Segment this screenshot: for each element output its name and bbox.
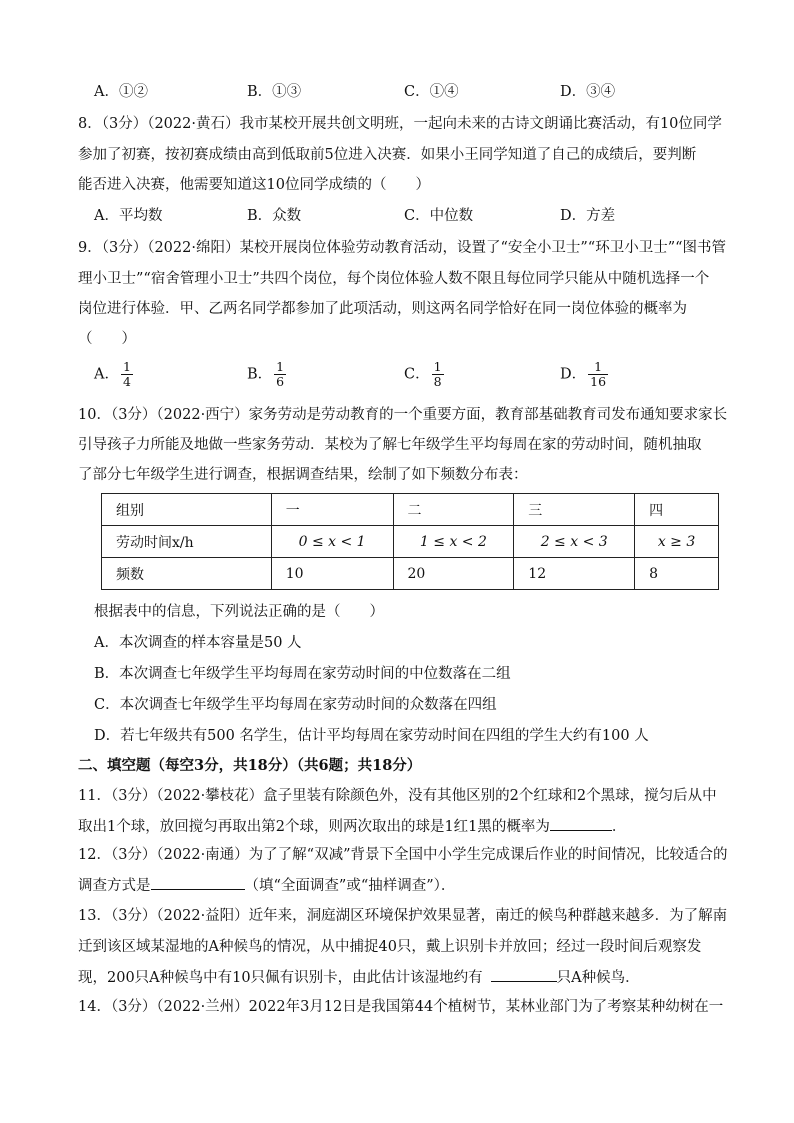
q11-text-line-1: 11．（3分）（2022·攀枝花）盒子里装有除颜色外，没有其他区别的2个红球和2个黑球，搅匀后从中 (78, 788, 717, 804)
q10-option-c[interactable]: C．本次调查七年级学生平均每周在家劳动时间的众数落在四组 (94, 697, 497, 713)
text: （填“全面调查”或“抽样调查”）． (244, 878, 456, 894)
table-cell: 频数 (102, 558, 272, 590)
table-cell: 一 (271, 494, 393, 526)
table-cell: 20 (393, 558, 514, 590)
q9-text-line-1: 9．（3分）（2022·绵阳）某校开展岗位体验劳动教育活动，设置了“安全小卫士”“环卫小卫士”“图书管 (78, 240, 727, 256)
q12-text-line-1: 12．（3分）（2022·南通）为了了解“双减”背景下全国中小学生完成课后作业的时间情况，比较适合的 (78, 847, 728, 863)
q8-option-d[interactable]: D．方差 (560, 208, 616, 224)
option-label: C． (404, 366, 430, 383)
q7-option-b[interactable]: B．①③ (247, 84, 302, 100)
q7-option-a[interactable]: A．①② (94, 84, 148, 100)
frequency-table (101, 493, 719, 590)
q13-text-line-3 (78, 967, 640, 988)
q8-text-line-3: 能否进入决赛，他需要知道这10位同学成绩的（ ） (78, 177, 430, 193)
q9-option-a[interactable] (94, 360, 133, 389)
q8-text-line-1: 8．（3分）（2022·黄石）我市某校开展共创文明班，一起向未来的古诗文朗诵比赛活动，有10位同学 (78, 116, 722, 132)
option-label: B． (247, 366, 273, 383)
q9-option-b[interactable] (247, 360, 286, 389)
answer-blank[interactable] (491, 967, 557, 982)
numerator: 1 (122, 359, 131, 374)
denominator: 8 (433, 374, 442, 389)
fraction (588, 360, 608, 389)
table-cell: 2 ≤ x < 3 (514, 526, 635, 558)
fraction (274, 360, 286, 389)
table-cell: 1 ≤ x < 2 (393, 526, 514, 558)
answer-blank[interactable] (151, 875, 245, 890)
table-cell: 劳动时间x/h (102, 526, 272, 558)
text: 调查方式是 (78, 878, 151, 894)
fraction (432, 360, 444, 389)
table-row (102, 494, 719, 526)
table-cell: 0 ≤ x < 1 (271, 526, 393, 558)
answer-blank[interactable] (550, 816, 612, 831)
table-row (102, 558, 719, 590)
text: 取出1个球，放回搅匀再取出第2个球，则两次取出的球是1红1黑的概率为 (78, 819, 550, 835)
text: ． (611, 819, 627, 835)
denominator: 16 (590, 374, 607, 389)
table-cell: 12 (514, 558, 635, 590)
q8-text-line-2: 参加了初赛，按初赛成绩由高到低取前5位进入决赛．如果小王同学知道了自己的成绩后，要判断 (78, 147, 697, 163)
q9-text-line-3: 岗位进行体验．甲、乙两名同学都参加了此项活动，则这两名同学恰好在同一岗位体验的概率为 (78, 301, 687, 317)
q7-option-c[interactable]: C．①④ (404, 84, 459, 100)
table-row (102, 526, 719, 558)
table-cell: 二 (393, 494, 514, 526)
q9-option-c[interactable] (404, 360, 444, 389)
table-cell: 8 (635, 558, 719, 590)
table-cell: 组别 (102, 494, 272, 526)
q12-text-line-2 (78, 875, 455, 896)
text: 现，200只A种候鸟中有10只佩有识别卡，由此估计该湿地约有 (78, 970, 483, 986)
fraction (121, 360, 133, 389)
numerator: 1 (588, 360, 608, 375)
option-label: D． (560, 366, 587, 383)
q10-prompt: 根据表中的信息，下列说法正确的是（ ） (94, 604, 384, 620)
q13-text-line-1: 13．（3分）（2022·益阳）近年来，洞庭湖区环境保护效果显著，南迁的候鸟种群越来越多．为了解南 (78, 908, 728, 924)
option-label: A． (94, 366, 119, 383)
q7-option-d[interactable]: D．③④ (560, 84, 616, 100)
q8-option-c[interactable]: C．中位数 (404, 208, 474, 224)
q10-option-a[interactable]: A．本次调查的样本容量是50 人 (94, 635, 302, 651)
q10-text-line-1: 10．（3分）（2022·西宁）家务劳动是劳动教育的一个重要方面，教育部基础教育司发布通知要求家长 (78, 407, 728, 423)
q14-text-line-1: 14．（3分）（2022·兰州）2022年3月12日是我国第44个植树节，某林业部门为了考察某种幼树在一 (78, 999, 724, 1015)
q11-text-line-2 (78, 816, 626, 837)
text: 只A种候鸟． (556, 970, 640, 986)
table-cell: 10 (271, 558, 393, 590)
q10-option-d[interactable]: D．若七年级共有500 名学生，估计平均每周在家劳动时间在四组的学生大约有100 人 (94, 728, 649, 744)
section-title: 二、填空题（每空3分，共18分）（共6题；共18分） (78, 757, 422, 774)
numerator: 1 (433, 359, 442, 374)
q8-option-b[interactable]: B．众数 (247, 208, 302, 224)
table-cell: 三 (514, 494, 635, 526)
q9-option-d[interactable] (560, 360, 608, 389)
denominator: 6 (276, 374, 285, 389)
table-cell: x ≥ 3 (635, 526, 719, 558)
q8-option-a[interactable]: A．平均数 (94, 208, 163, 224)
q9-text-line-4: （ ） (78, 331, 136, 347)
q10-text-line-3: 了部分七年级学生进行调查，根据调查结果，绘制了如下频数分布表： (78, 467, 528, 483)
q9-text-line-2: 理小卫士”“宿舍管理小卫士”共四个岗位，每个岗位体验人数不限且每位同学只能从中随机选择一个 (78, 271, 710, 287)
q13-text-line-2: 迁到该区域某湿地的A种候鸟的情况，从中捕捉40只，戴上识别卡并放回；经过一段时间后观察发 (78, 939, 702, 955)
denominator: 4 (122, 374, 131, 389)
q10-text-line-2: 引导孩子力所能及地做一些家务劳动．某校为了解七年级学生平均每周在家的劳动时间，随机抽取 (78, 437, 702, 453)
numerator: 1 (276, 359, 285, 374)
table-cell: 四 (635, 494, 719, 526)
q10-option-b[interactable]: B．本次调查七年级学生平均每周在家劳动时间的中位数落在二组 (94, 666, 511, 682)
